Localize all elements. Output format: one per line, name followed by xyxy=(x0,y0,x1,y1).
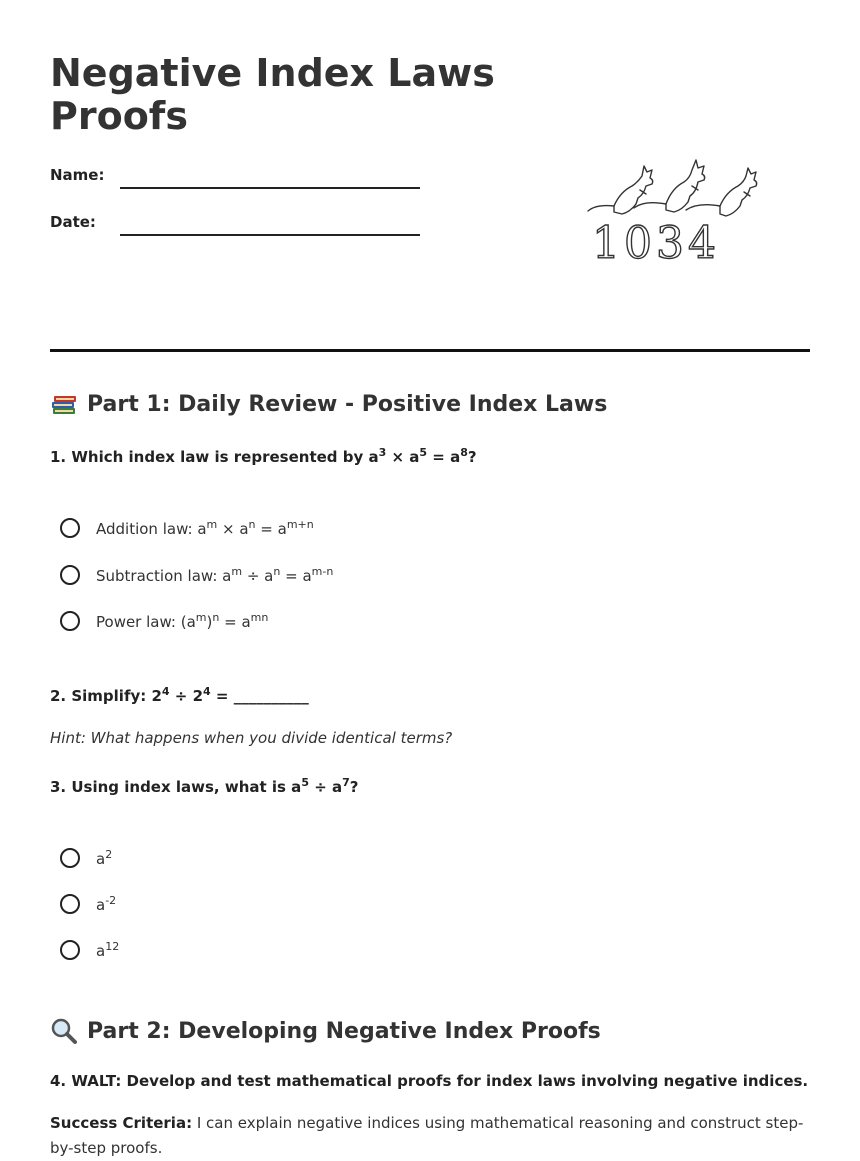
part1-heading-text: Part 1: Daily Review - Positive Index Laws xyxy=(87,391,608,417)
radio-button[interactable] xyxy=(60,894,80,914)
part2-heading-text: Part 2: Developing Negative Index Proofs xyxy=(87,1018,601,1044)
logo-number: 1034 xyxy=(592,218,720,264)
q3-option-c[interactable] xyxy=(60,940,119,960)
success-criteria xyxy=(50,1111,810,1161)
option-label: Power law: $(a^m)^n = a^{mn}$ xyxy=(96,611,269,631)
q1-option-subtraction[interactable] xyxy=(60,565,333,585)
part2-heading xyxy=(50,1017,601,1045)
success-criteria-text: I can explain negative indices using mathematical reasoning and construct step-by-step proofs. xyxy=(50,1114,804,1157)
option-label: $a^{-2}$ xyxy=(96,894,117,914)
success-criteria-label: Success Criteria: xyxy=(50,1114,193,1132)
name-field[interactable] xyxy=(120,187,420,189)
date-field[interactable] xyxy=(120,234,420,236)
option-label: $a^{12}$ xyxy=(96,940,120,960)
title-line-2: Proofs xyxy=(50,94,188,138)
radio-button[interactable] xyxy=(60,940,80,960)
radio-button[interactable] xyxy=(60,611,80,631)
question-3: 3. Using index laws, what is $a^5 \div a^7$? xyxy=(50,776,359,796)
radio-button[interactable] xyxy=(60,848,80,868)
magnifying-glass-icon xyxy=(50,1017,78,1045)
date-label: Date: xyxy=(50,213,96,231)
option-label: Subtraction law: $a^m \div a^n = a^{m-n}$ xyxy=(96,565,334,585)
radio-button[interactable] xyxy=(60,518,80,538)
q1-option-power[interactable] xyxy=(60,611,268,631)
part1-heading xyxy=(50,390,607,418)
kangaroo-logo xyxy=(586,156,761,264)
option-label: $a^2$ xyxy=(96,848,113,868)
question-1: 1. Which index law is represented by $a^3 \times a^5 = a^8$? xyxy=(50,446,477,466)
question-2: 2. Simplify: $2^4 \div 2^4$ = __________ xyxy=(50,685,309,705)
question-4: 4. WALT: Develop and test mathematical proofs for index laws involving negative indices. xyxy=(50,1072,809,1090)
name-label: Name: xyxy=(50,166,105,184)
radio-button[interactable] xyxy=(60,565,80,585)
page-title xyxy=(50,52,495,138)
title-line-1: Negative Index Laws xyxy=(50,51,495,95)
question-2-hint: Hint: What happens when you divide identical terms? xyxy=(50,729,453,747)
q3-option-a[interactable] xyxy=(60,848,112,868)
section-divider xyxy=(50,349,810,352)
books-icon xyxy=(50,390,78,418)
q3-option-b[interactable] xyxy=(60,894,116,914)
q1-option-addition[interactable] xyxy=(60,518,314,538)
option-label: Addition law: $a^m \times a^n = a^{m+n}$ xyxy=(96,518,314,538)
